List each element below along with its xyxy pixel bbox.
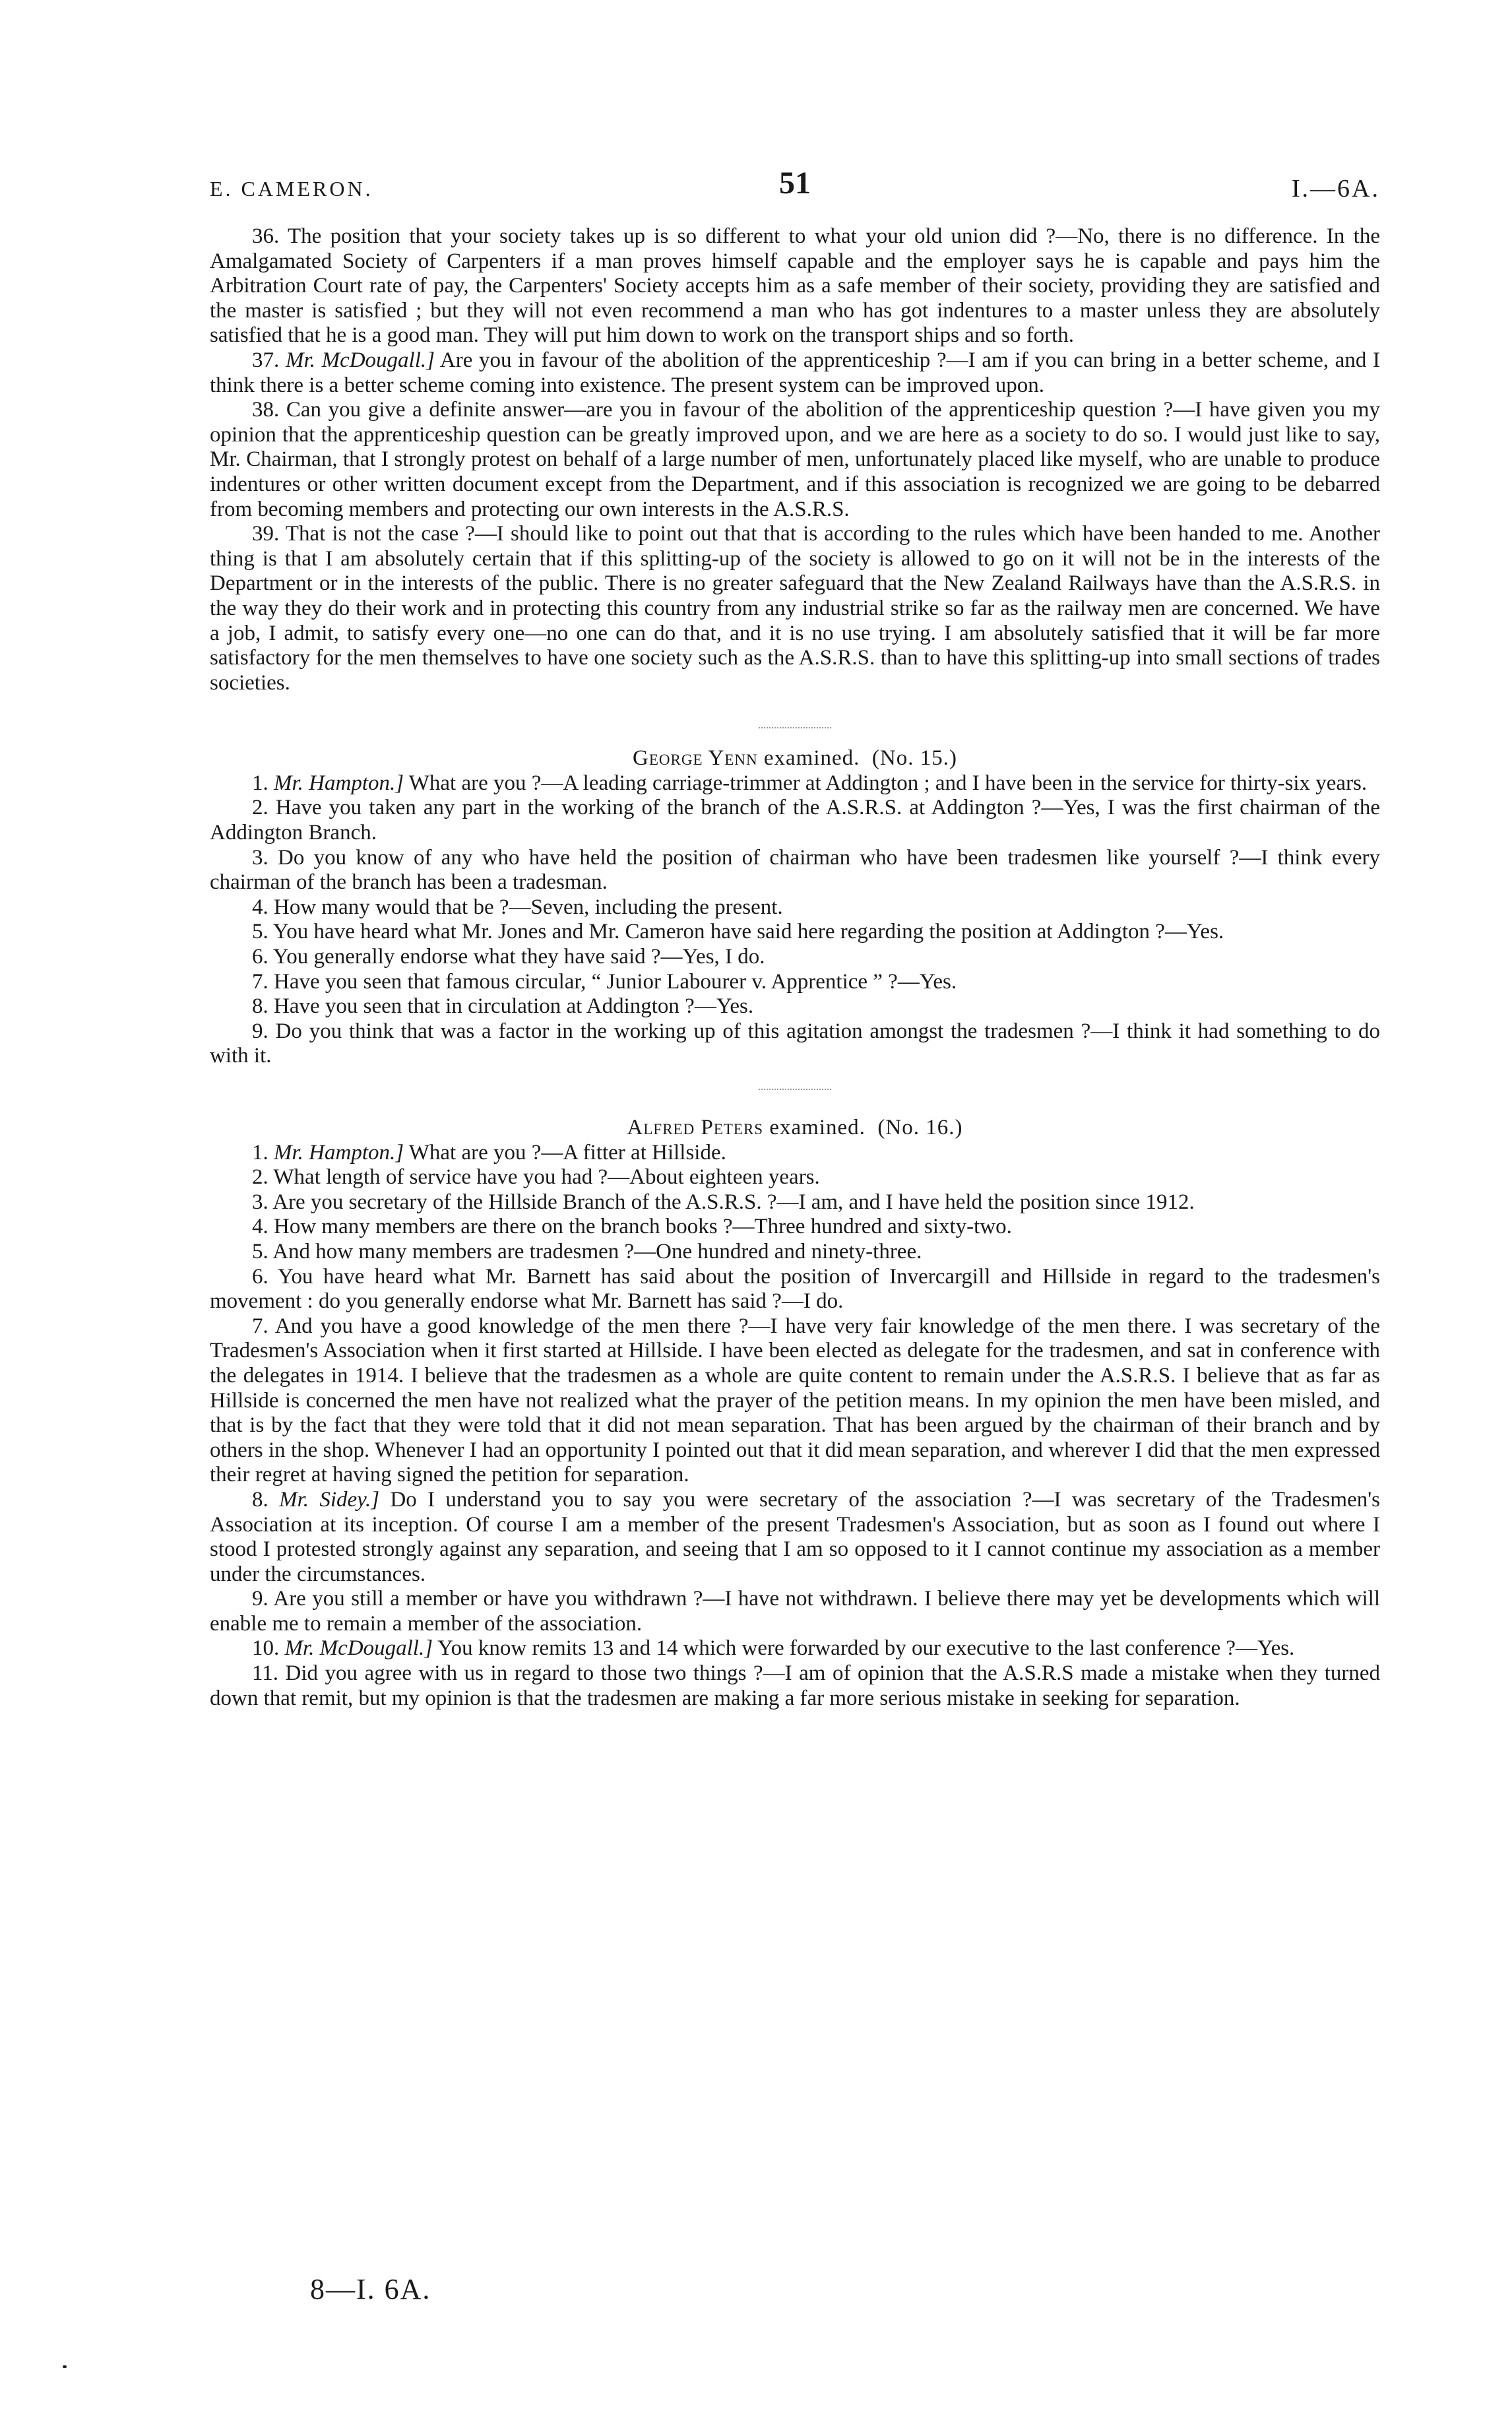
question-paragraph <box>210 1141 1380 1166</box>
question-number: 2. <box>252 1165 268 1190</box>
question-number: 36. <box>252 224 280 248</box>
question-answer-text: Do you know of any who have held the position of chairman who have been tradesmen like yourself ?—I think every chairman of the branch has been a tradesman. <box>210 845 1380 895</box>
question-answer-text: Are you in favour of the abolition of the apprenticeship ?—I am if you can bring in a better scheme, and I think there is a better scheme coming into existence. The present system can be improved upon. <box>210 348 1381 397</box>
question-answer-text: Do you think that was a factor in the working up of this agitation amongst the tradesmen ?—I think it had something to do with it. <box>210 1019 1381 1068</box>
margin-mark <box>63 2365 67 2368</box>
question-number: 1. <box>252 1140 268 1165</box>
speaker-label: Mr. McDougall.] <box>284 1636 433 1661</box>
question-answer-text: Do I understand you to say you were secretary of the association ?—I was secretary of the Tradesmen's Association at its inception. Of course I am a member of the present Tradesmen's Association, but as soon as I found out where I stood I protested strongly against any separation, and seeing that I am so opposed to it I cannot continue my association as a member under the circumstances. <box>210 1487 1381 1586</box>
question-number: 2. <box>252 796 268 820</box>
question-paragraph <box>210 945 1380 970</box>
page-number: 51 <box>779 166 811 201</box>
peters-evidence <box>210 1141 1380 1712</box>
question-paragraph <box>210 1587 1380 1636</box>
question-number: 4. <box>252 895 268 919</box>
witness-number: (No. 16.) <box>877 1116 963 1139</box>
question-paragraph <box>210 1265 1380 1314</box>
page-header <box>210 165 1380 205</box>
question-paragraph <box>210 895 1380 920</box>
question-answer-text: You have heard what Mr. Jones and Mr. Cameron have said here regarding the position at Addington ?—Yes. <box>272 920 1224 944</box>
question-answer-text: Can you give a definite answer—are you in favour of the abolition of the apprenticeship question ?—I have given you my opinion that the apprenticeship question can be greatly improved upon, and we are here as a society to do so. I would just like to say, Mr. Chairman, that I strongly protest on behalf of a large number of men, unfortunately placed like myself, who are unable to produce indentures or other written document except from the Department, and if this association is recognized we are going to be debarred from becoming members and protecting our own interests in the A.S.R.S. <box>210 398 1380 521</box>
question-paragraph <box>210 348 1380 398</box>
yenn-evidence <box>210 771 1380 1069</box>
question-number: 39. <box>252 522 280 546</box>
question-answer-text: How many members are there on the branch books ?—Three hundred and sixty-two. <box>274 1215 1012 1239</box>
question-answer-text: Are you secretary of the Hillside Branch of the A.S.R.S. ?—I am, and I have held the position since 1912. <box>272 1190 1195 1214</box>
witness-heading-yenn <box>210 746 1380 771</box>
question-answer-text: That is not the case ?—I should like to point out that that is according to the rules which have been handed to me. Another thing is that I am absolutely certain that if this splitting-up of the society is allowed to go on it will not be in the interests of the Department or in the interests of the public. There is no greater safeguard that the New Zealand Railways have than the A.S.R.S. in the way they do their work and in protecting this country from any industrial strike so far as the railway men are concerned. We have a job, I admit, to satisfy every one—no one can do that, and it is no use trying. I am absolutely satisfied that it will be far more satisfactory for the men themselves to have one society such as the A.S.R.S. than to have this splitting-up into small sections of trades societies. <box>210 522 1380 695</box>
question-number: 9. <box>252 1587 268 1611</box>
witness-name: George Yenn <box>633 746 758 771</box>
question-answer-text: How many would that be ?—Seven, including the present. <box>274 895 783 919</box>
question-paragraph <box>210 771 1380 796</box>
question-number: 8. <box>252 994 268 1019</box>
question-number: 37. <box>252 348 280 372</box>
speaker-label: Mr. Hampton.] <box>274 771 404 795</box>
question-paragraph <box>210 1636 1380 1661</box>
question-paragraph <box>210 796 1380 845</box>
question-answer-text: Have you taken any part in the working of the branch of the A.S.R.S. at Addington ?—Yes, I was the first chairman of the Addington Branch. <box>210 796 1380 845</box>
speaker-label: Mr. Sidey.] <box>279 1487 380 1512</box>
question-number: 4. <box>252 1215 268 1239</box>
question-answer-text: What length of service have you had ?—About eighteen years. <box>273 1165 820 1190</box>
question-answer-text: What are you ?—A leading carriage-trimmer at Addington ; and I have been in the service for thirty-six years. <box>408 771 1368 795</box>
question-number: 10. <box>252 1636 280 1661</box>
question-number: 8. <box>252 1487 268 1512</box>
witness-number: (No. 15.) <box>871 746 957 771</box>
question-number: 5. <box>252 920 268 944</box>
question-paragraph <box>210 1019 1380 1069</box>
question-answer-text: The position that your society takes up is so different to what your old union did ?—No, there is no difference. In the Amalgamated Society of Carpenters if a man proves himself capable and the employer says he is capable and pays him the Arbitration Court rate of pay, the Carpenters' Society accepts him as a safe member of their society, providing they are satisfied and the master is satisfied ; but they will not even recommend a man who has got indentures to a master unless they are absolutely satisfied that he is a good man. They will put him down to work on the transport ships and so forth. <box>210 224 1380 348</box>
question-number: 7. <box>252 1314 268 1338</box>
running-head-witness: E. CAMERON. <box>210 177 373 201</box>
paper-reference: I.—6A. <box>1291 175 1380 203</box>
question-answer-text: You know remits 13 and 14 which were forwarded by our executive to the last conference ?—Yes. <box>437 1636 1295 1661</box>
question-answer-text: You generally endorse what they have said ?—Yes, I do. <box>272 945 765 969</box>
question-paragraph <box>210 920 1380 945</box>
witness-heading-peters <box>210 1116 1380 1141</box>
question-paragraph <box>210 1215 1380 1240</box>
examined-label: examined. <box>769 1116 866 1139</box>
question-paragraph <box>210 398 1380 522</box>
speaker-label: Mr. McDougall.] <box>285 348 435 372</box>
question-paragraph <box>210 522 1380 695</box>
question-number: 6. <box>252 1264 268 1289</box>
question-number: 9. <box>252 1019 268 1043</box>
question-number: 5. <box>252 1239 268 1264</box>
question-number: 38. <box>252 398 280 422</box>
question-number: 6. <box>252 945 268 969</box>
question-paragraph <box>210 1190 1380 1215</box>
question-number: 7. <box>252 969 268 994</box>
evidence-text <box>210 224 1380 1711</box>
question-answer-text: What are you ?—A fitter at Hillside. <box>408 1140 726 1165</box>
question-paragraph <box>210 224 1380 348</box>
question-paragraph <box>210 1314 1380 1488</box>
question-answer-text: Did you agree with us in regard to those two things ?—I am of opinion that the A.S.R.S made a mistake when they turned down that remit, but my opinion is that the tradesmen are making a far more serious mistake in seeking for separation. <box>210 1661 1381 1710</box>
question-paragraph <box>210 846 1380 895</box>
question-answer-text: You have heard what Mr. Barnett has said about the position of Invercargill and Hillside in regard to the tradesmen's movement : do you generally endorse what Mr. Barnett has said ?—I do. <box>210 1264 1381 1314</box>
examined-label: examined. <box>763 746 860 771</box>
question-answer-text: Have you seen that famous circular, “ Junior Labourer v. Apprentice ” ?—Yes. <box>274 969 957 994</box>
question-paragraph <box>210 1165 1380 1190</box>
question-paragraph <box>210 1661 1380 1711</box>
question-answer-text: And how many members are tradesmen ?—One hundred and ninety-three. <box>272 1239 922 1264</box>
speaker-label: Mr. Hampton.] <box>274 1140 404 1165</box>
question-number: 3. <box>252 1190 268 1214</box>
witness-name: Alfred Peters <box>627 1116 764 1139</box>
question-paragraph <box>210 1488 1380 1587</box>
question-number: 3. <box>252 845 268 870</box>
question-number: 1. <box>252 771 268 795</box>
question-answer-text: And you have a good knowledge of the men there ?—I have very fair knowledge of the men there. I was secretary of the Tradesmen's Association when it first started at Hillside. I have been elected as delegate for the tradesmen, and sat in conference with the delegates in 1914. I believe that the tradesmen as a whole are quite content to remain under the A.S.R.S. I believe that as far as Hillside is concerned the men have not realized what the prayer of the petition means. In my opinion the men have been misled, and that is by the fact that they were told that it did not mean separation. That has been argued by the chairman of their branch and by others in the shop. Whenever I had an opportunity I pointed out that it did mean separation, and wherever I did that the men expressed their regret at having signed the petition for separation. <box>210 1314 1380 1487</box>
cameron-evidence <box>210 224 1380 695</box>
question-paragraph <box>210 994 1380 1019</box>
question-number: 11. <box>252 1661 279 1686</box>
signature-mark: 8—I. 6A. <box>310 2273 431 2305</box>
question-paragraph <box>210 1240 1380 1265</box>
question-paragraph <box>210 970 1380 995</box>
question-answer-text: Are you still a member or have you withdrawn ?—I have not withdrawn. I believe there may yet be developments which will enable me to remain a member of the association. <box>210 1587 1380 1636</box>
question-answer-text: Have you seen that in circulation at Addington ?—Yes. <box>274 994 754 1019</box>
